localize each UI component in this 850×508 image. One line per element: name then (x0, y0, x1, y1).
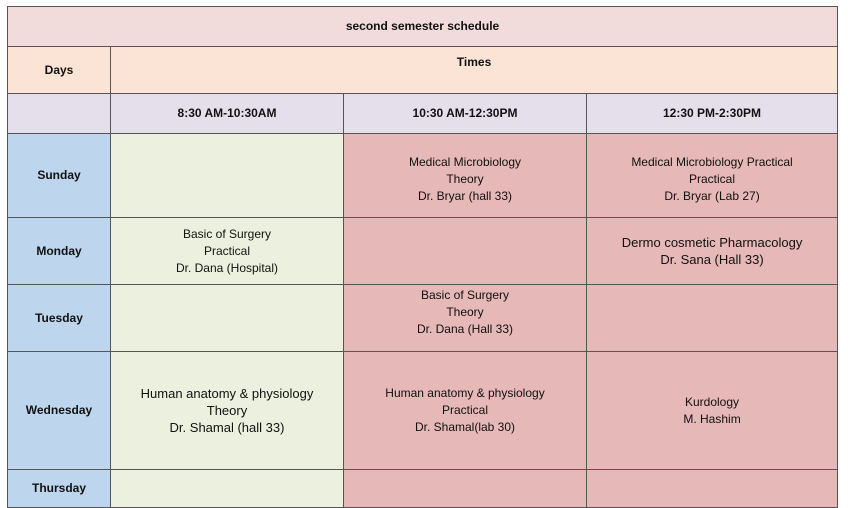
monday-slot-2 (344, 218, 587, 285)
sunday-slot-1 (111, 134, 344, 218)
sunday-slot-3 (587, 134, 838, 218)
thursday-slot-2 (344, 470, 587, 508)
course-name: Human anatomy & physiology (140, 386, 314, 401)
tuesday-slot-2 (344, 285, 587, 352)
thursday-slot-1 (111, 470, 344, 508)
course-name: Medical Microbiology Practical (631, 155, 793, 169)
course-type: Theory (446, 305, 484, 319)
course-type: Practical (203, 243, 250, 258)
day-label-sunday: Sunday (8, 134, 111, 218)
course-instructor: Dr. Shamal (hall 33) (169, 420, 285, 435)
wednesday-slot-1 (111, 352, 344, 470)
course-type: Practical (441, 403, 488, 417)
day-label-monday: Monday (8, 218, 111, 285)
course-instructor: Dr. Bryar (hall 33) (417, 189, 513, 203)
days-header: Days (8, 47, 111, 94)
course-instructor: Dr. Sana (Hall 33) (660, 252, 764, 267)
time-slots-row (8, 94, 838, 134)
time-slot-1: 8:30 AM-10:30AM (111, 94, 344, 134)
day-label-tuesday: Tuesday (8, 285, 111, 352)
course-instructor: Dr. Bryar (Lab 27) (664, 189, 760, 203)
course-name: Human anatomy & physiology (385, 386, 545, 400)
course-name: Basic of Surgery (420, 288, 510, 302)
schedule-table (7, 6, 838, 508)
monday-slot-3 (587, 218, 838, 285)
tuesday-slot-1 (111, 285, 344, 352)
course-type: Theory (446, 172, 484, 186)
header-row (8, 47, 838, 94)
schedule-title: second semester schedule (8, 7, 838, 47)
monday-slot-1 (111, 218, 344, 285)
day-row-thursday (8, 470, 838, 508)
day-row-monday (8, 218, 838, 285)
wednesday-slot-2 (344, 352, 587, 470)
time-slot-2: 10:30 AM-12:30PM (344, 94, 587, 134)
course-instructor: Dr. Dana (Hospital) (175, 260, 279, 275)
day-row-sunday (8, 134, 838, 218)
day-label-wednesday: Wednesday (8, 352, 111, 470)
time-slot-blank (8, 94, 111, 134)
course-type: Practical (689, 172, 736, 186)
course-name: Medical Microbiology (408, 155, 522, 169)
course-instructor: Dr. Shamal(lab 30) (414, 420, 516, 434)
course-type: Theory (206, 403, 248, 418)
thursday-slot-3 (587, 470, 838, 508)
day-row-tuesday (8, 285, 838, 352)
course-instructor: M. Hashim (683, 411, 741, 426)
wednesday-slot-3 (587, 352, 838, 470)
time-slot-3: 12:30 PM-2:30PM (587, 94, 838, 134)
day-label-thursday: Thursday (8, 470, 111, 508)
course-name: Basic of Surgery (182, 226, 272, 241)
sunday-slot-2 (344, 134, 587, 218)
course-name: Dermo cosmetic Pharmacology (621, 235, 803, 250)
tuesday-slot-3 (587, 285, 838, 352)
course-instructor: Dr. Dana (Hall 33) (416, 322, 514, 336)
title-row (8, 7, 838, 47)
course-name: Kurdology (684, 394, 740, 409)
day-row-wednesday (8, 352, 838, 470)
times-header: Times (111, 47, 838, 94)
